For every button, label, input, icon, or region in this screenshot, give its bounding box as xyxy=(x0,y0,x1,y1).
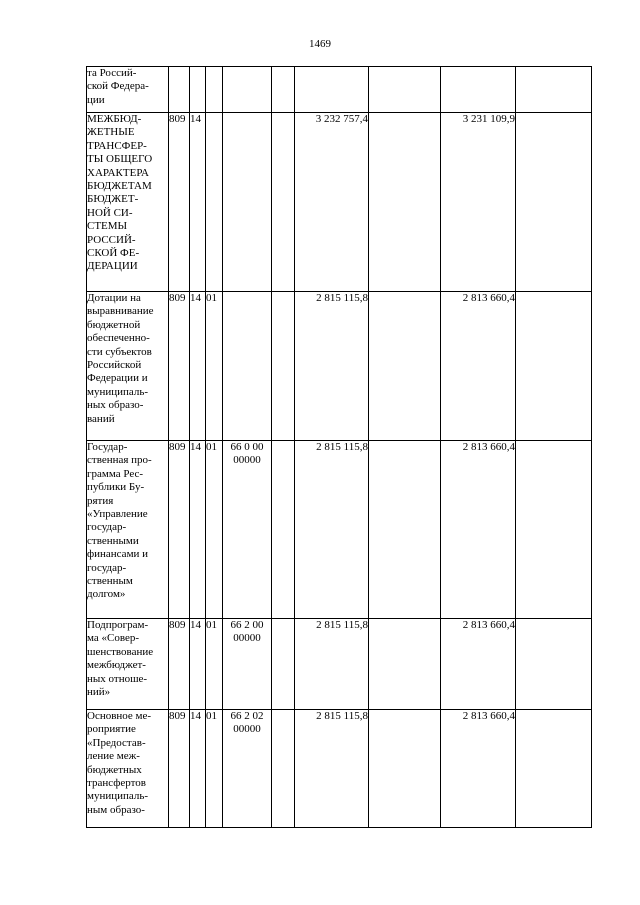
expense-type-code xyxy=(272,67,295,113)
amount-year-1: 2 815 115,8 xyxy=(295,710,369,828)
section-code: 14 xyxy=(190,619,206,710)
subsection-code xyxy=(206,67,223,113)
section-code: 14 xyxy=(190,441,206,619)
row-name: Государ- ственная про- грамма Рес- публики Бу- рятия «Управление государ- ственными финансами и государ- ственным долгом» xyxy=(87,441,169,619)
empty-cell xyxy=(516,441,592,619)
subsection-code: 01 xyxy=(206,619,223,710)
empty-cell xyxy=(369,619,441,710)
expense-type-code xyxy=(272,113,295,292)
section-code: 14 xyxy=(190,113,206,292)
page-number: 1469 xyxy=(309,38,331,50)
target-article-code: 66 0 00 00000 xyxy=(223,441,272,619)
ministry-code: 809 xyxy=(169,292,190,441)
subsection-code: 01 xyxy=(206,710,223,828)
empty-cell xyxy=(516,292,592,441)
table-row xyxy=(87,619,592,710)
target-article-code xyxy=(223,113,272,292)
table-row xyxy=(87,113,592,292)
target-article-code xyxy=(223,67,272,113)
empty-cell xyxy=(516,619,592,710)
target-article-code: 66 2 00 00000 xyxy=(223,619,272,710)
empty-cell xyxy=(369,441,441,619)
empty-cell xyxy=(516,710,592,828)
target-article-code xyxy=(223,292,272,441)
empty-cell xyxy=(369,292,441,441)
amount-year-2: 2 813 660,4 xyxy=(441,441,516,619)
target-article-code: 66 2 02 00000 xyxy=(223,710,272,828)
empty-cell xyxy=(369,113,441,292)
ministry-code xyxy=(169,67,190,113)
amount-year-1: 2 815 115,8 xyxy=(295,441,369,619)
ministry-code: 809 xyxy=(169,441,190,619)
subsection-code: 01 xyxy=(206,441,223,619)
empty-cell xyxy=(516,113,592,292)
row-name: Основное ме- роприятие «Предостав- ление меж- бюджетных трансфертов муниципаль- ным образо- xyxy=(87,710,169,828)
amount-year-2 xyxy=(441,67,516,113)
ministry-code: 809 xyxy=(169,113,190,292)
empty-cell xyxy=(369,67,441,113)
table-row xyxy=(87,710,592,828)
section-code: 14 xyxy=(190,292,206,441)
amount-year-2: 3 231 109,9 xyxy=(441,113,516,292)
expense-type-code xyxy=(272,710,295,828)
ministry-code: 809 xyxy=(169,710,190,828)
table-row xyxy=(87,67,592,113)
section-code: 14 xyxy=(190,710,206,828)
amount-year-1: 3 232 757,4 xyxy=(295,113,369,292)
amount-year-1 xyxy=(295,67,369,113)
row-name: МЕЖБЮД- ЖЕТНЫЕ ТРАНСФЕР- ТЫ ОБЩЕГО ХАРАКТЕРА БЮДЖЕТАМ БЮДЖЕТ- НОЙ СИ- СТЕМЫ РОССИЙ- СКОЙ ФЕ- ДЕРАЦИИ xyxy=(87,113,169,292)
amount-year-2: 2 813 660,4 xyxy=(441,292,516,441)
table-row xyxy=(87,292,592,441)
budget-table xyxy=(86,66,592,828)
expense-type-code xyxy=(272,292,295,441)
amount-year-1: 2 815 115,8 xyxy=(295,619,369,710)
amount-year-1: 2 815 115,8 xyxy=(295,292,369,441)
empty-cell xyxy=(369,710,441,828)
expense-type-code xyxy=(272,441,295,619)
row-name: Дотации на выравнивание бюджетной обеспеченно- сти субъектов Российской Федерации и муниципаль- ных образо- ваний xyxy=(87,292,169,441)
expense-type-code xyxy=(272,619,295,710)
section-code xyxy=(190,67,206,113)
subsection-code: 01 xyxy=(206,292,223,441)
empty-cell xyxy=(516,67,592,113)
ministry-code: 809 xyxy=(169,619,190,710)
amount-year-2: 2 813 660,4 xyxy=(441,710,516,828)
amount-year-2: 2 813 660,4 xyxy=(441,619,516,710)
table-row xyxy=(87,441,592,619)
subsection-code xyxy=(206,113,223,292)
row-name: Подпрограм- ма «Совер- шенствование межбюджет- ных отноше- ний» xyxy=(87,619,169,710)
row-name: та Россий- ской Федера- ции xyxy=(87,67,169,113)
